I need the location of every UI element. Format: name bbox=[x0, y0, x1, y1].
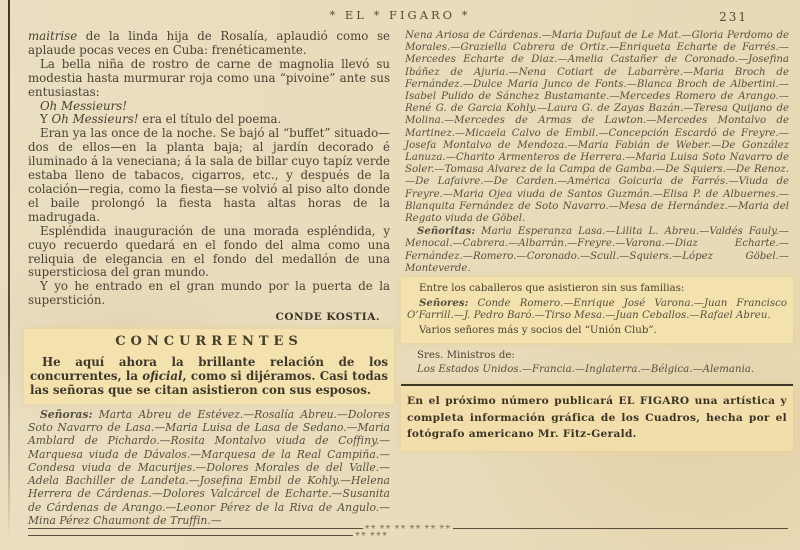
bottom-rule-ornament: ✳✳ ✳✳ ✳✳ ✳✳ ✳✳ ✳✳ bbox=[364, 524, 452, 531]
caballeros-intro: Entre los caballeros que asistieron sin sus familias: bbox=[419, 283, 685, 295]
rule-line bbox=[28, 535, 353, 536]
concurrentes-intro bbox=[30, 356, 388, 398]
paragraph-titulo-poema bbox=[28, 113, 390, 127]
rule-line-left bbox=[28, 528, 363, 529]
rule-ornament: ✳✳ ✳✳✳ bbox=[354, 531, 388, 539]
right-column bbox=[405, 30, 789, 538]
senores-label: Señores: bbox=[419, 297, 469, 310]
ministros-countries: Los Estados Unidos.—Francia.—Inglaterra.—Bélgica.—Alemania. bbox=[417, 364, 755, 376]
senoritas-names: Maria Esperanza Lasa.—Lilita L. Abreu.—Valdés Fauly.—Menocal.—Cabrera.—Albarrán.—Freyre.—Varona.—Diaz Echarte.—Fernández.—Romero.—Coronado.—Scull.—Squiers.—López Göbel.—Monteverde. bbox=[405, 226, 789, 274]
paragraph-oh-messieurs: Oh Messieurs! bbox=[40, 98, 127, 113]
intro-oficial: oficial bbox=[142, 368, 183, 383]
announcement-box bbox=[401, 384, 793, 451]
senoras-names: Marta Abreu de Estévez.—Rosalía Abreu.—Dolores Soto Navarro de Lasa.—Maria Luisa de Lasa de Sedano.—Maria Amblard de Pichardo.—Rosita Montalvo viuda de Coffiny.—Marquesa viuda de Dávalos.—Marquesa de la Real Campiña.—Condesa viuda de Macurijes.—Dolores Morales de del Valle.—Adela Bachiller de Landeta.—Josefina Embil de Kohly.—Helena Herrera de Cárdenas.—Dolores Valcárcel de Echarte.—Susanita de Cárdenas de Arango.—Leonor Pérez de la Riva de Angulo.—Mina Pérez Chaumont de Truffin.— bbox=[28, 407, 390, 528]
page-binding-edge bbox=[8, 0, 10, 540]
left-column-bottom-rule bbox=[28, 532, 390, 538]
ministros-label: Sres. Ministros de: bbox=[417, 349, 515, 361]
senoras-list bbox=[28, 408, 390, 528]
senoritas-list bbox=[405, 225, 789, 275]
author-signature: CONDE KOSTIA. bbox=[275, 311, 380, 324]
paragraph-bella-nina: La bella niña de rostro de carne de magnolia llevó su modestia hasta murmurar roja como una “pivoine” ante sus entusiastas: bbox=[28, 56, 390, 99]
titulo-italic: Oh Messieurs! bbox=[51, 112, 139, 127]
announcement-text: En el próximo número publicará EL FIGARO una artística y completa información gráfica de los Cuadros, hecha por el fotógrafo americano Mr. Fitz-Gerald. bbox=[407, 395, 787, 441]
paragraph-buffet: Eran ya las once de la noche. Se bajó al “buffet” situado—dos de ellos—en la planta baja; al jardín decorado é iluminado á la veneciana; á la sala de billar cuyo tapíz verde estaba lleno de tabacos, cigarros, etc., y después de la colación—regia, como la fiesta—se volvió al piso alto donde el baile prolongó la fiesta hasta altas horas de la madrugada. bbox=[28, 126, 390, 224]
two-column-layout bbox=[28, 30, 789, 538]
rule-line-right bbox=[453, 528, 788, 529]
masthead-title: * EL * FIGARO * bbox=[329, 8, 471, 22]
maitrise-rest: de la linda hija de Rosalía, aplaudió como se aplaude pocas veces en Cuba: frenéticamente. bbox=[28, 29, 390, 57]
page-bottom-rule bbox=[28, 525, 788, 531]
left-column bbox=[28, 30, 390, 538]
senoritas-label: Señoritas: bbox=[417, 225, 476, 238]
senoras-list-continued: Nena Ariosa de Cárdenas.—Maria Dufaut de Le Mat.—Gloria Perdomo de Morales.—Graziella Cabrera de Ortiz.—Enriqueta Echarte de Farrés.—Mercedes Echarte de Diaz.—Amelia Castañer de Coronado.—Josefina Ibáñez de Ajuria.—Nena Cotiart de Labarrère.—Maria Broch de Fernández.—Dulce Maria Junco de Fonts.—Blanca Broch de Albertini.—Isabel Pulido de Sánchez Bustamante.—Mercedes Romero de Arango.—René G. de Garcia Kohly.—Laura G. de Zayas Bazán.—Teresa Quijano de Molina.—Mercedes de Armas de Lawton.—Mercedes Montalvo de Martinez.—Micaela Calvo de Embil.—Concepción Escardó de Freyre.—Josefa Montalvo de Mendoza.—Maria Fabián de Weber.—De González Lanuza.—Charito Armenteros de Herrera.—Maria Luisa Soto Navarro de Soler.—Tomasa Alvarez de la Campa de Gamba.—De Squiers.—De Renoz.—De Lafaivre.—De Carden.—América Goicuria de Farrés.—Viuda de Freyre.—Maria Ojea viuda de Santos Guzmán.—Elisa P. de Albuernes.—Blanquita Fernández de Soto Navarro.—Mesa de Hernández.—Maria del Regato viuda de Göbel. bbox=[405, 30, 789, 225]
concurrentes-box bbox=[24, 329, 394, 404]
senores-list bbox=[407, 297, 787, 322]
titulo-lead: Y bbox=[40, 112, 52, 127]
paragraph-puerta-supersticion: Y yo he entrado en el gran mundo por la puerta de la superstición. bbox=[28, 279, 390, 308]
intro-lead: He aquí ahora la brillante relación de los concurrentes, la bbox=[30, 354, 388, 383]
titulo-rest: era el título del poema. bbox=[138, 112, 282, 127]
varios-senores: Varios señores más y socios del “Unión Club”. bbox=[419, 324, 657, 336]
page-number: 231 bbox=[719, 10, 748, 24]
paragraph-maitrise bbox=[28, 30, 390, 58]
maitrise-word: maitrise bbox=[28, 29, 78, 43]
intro-rest: , como si dijéramos. Casi todas las señoras que se citan asistieron con sus esposos. bbox=[30, 368, 388, 397]
senores-names: Conde Romero.—Enrique José Varona.—Juan Francisco O’Farrill.—J. Pedro Baró.—Tirso Mesa.—Juan Ceballos.—Rafael Abreu. bbox=[407, 298, 787, 322]
paragraph-esplendida: Espléndida inauguración de una morada espléndida, y cuyo recuerdo quedará en el fondo del alma como una reliquia de elegancia en el fondo del medallón de una supersticiosa del gran mundo. bbox=[28, 223, 390, 280]
senoras-label: Señoras: bbox=[40, 407, 93, 421]
concurrentes-heading: CONCURRENTES bbox=[115, 334, 303, 350]
caballeros-box bbox=[401, 277, 793, 343]
